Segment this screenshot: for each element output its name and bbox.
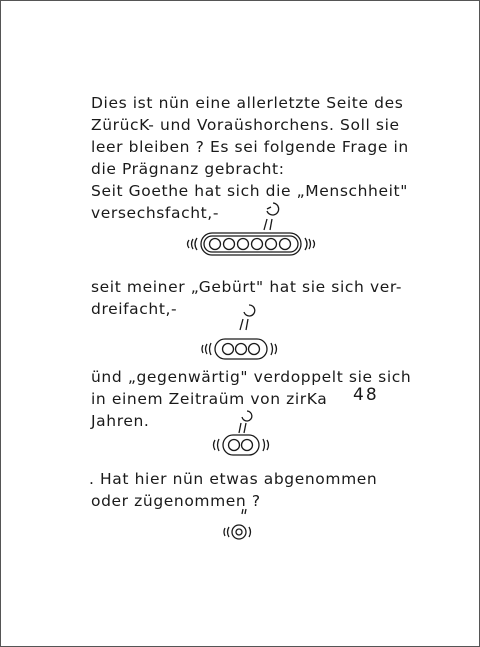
- two-ring-capsule-glyph: [201, 409, 281, 459]
- six-ring-capsule-glyph: [181, 197, 321, 261]
- text-line-6: versechsfacht,-: [91, 204, 220, 222]
- text-line-12: . Hat hier nün etwas abgenommen: [89, 470, 378, 488]
- text-line-4: die Prägnanz gebracht:: [91, 160, 285, 178]
- text-line-2: ZürücK- und Voraüshorchens. Soll sie: [91, 116, 400, 134]
- single-ring-glyph: [215, 506, 265, 546]
- text-line-10: in einem Zeitraüm von zirKa: [91, 390, 328, 408]
- years-number: 48: [353, 385, 379, 405]
- text-line-1: Dies ist nün eine allerletzte Seite des: [91, 94, 404, 112]
- text-line-5: Seit Goethe hat sich die „Menschheit": [91, 182, 408, 200]
- text-line-8: dreifacht,-: [91, 300, 178, 318]
- text-line-13: oder zügenommen ?: [91, 492, 261, 510]
- text-line-7: seit meiner „Gebürt" hat sie sich ver-: [91, 278, 403, 296]
- text-line-9: ünd „gegenwärtig" verdoppelt sie sich: [91, 368, 412, 386]
- three-ring-capsule-glyph: [197, 301, 287, 361]
- text-line-3: leer bleiben ? Es sei folgende Frage in: [91, 138, 409, 156]
- text-line-11: Jahren.: [91, 412, 150, 430]
